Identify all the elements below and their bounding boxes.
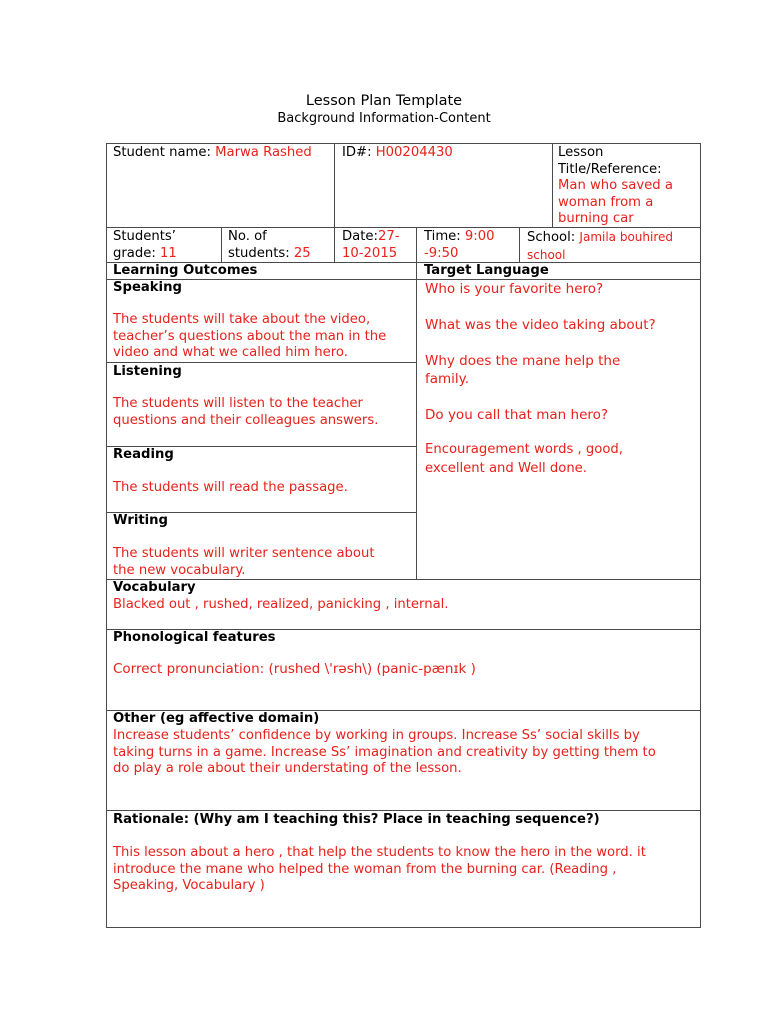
tl-encouragement-line-1: Encouragement words , good,	[425, 442, 623, 457]
reading-heading: Reading	[113, 447, 174, 462]
writing-heading: Writing	[113, 513, 168, 528]
speaking-heading: Speaking	[113, 280, 182, 295]
num-label-2: students:	[228, 245, 294, 261]
page-title: Lesson Plan Template	[305, 93, 463, 109]
tl-question-1: Who is your favorite hero?	[425, 281, 604, 297]
date-value-1: 27-	[377, 229, 400, 244]
phonological-text: Correct pronunciation: (rushed \'rəsh\) (panic-pænɪk )	[113, 661, 476, 677]
lesson-title	[558, 145, 673, 228]
vocabulary-heading: Vocabulary	[113, 580, 196, 595]
lesson-title-value-3: burning car	[558, 211, 634, 226]
id-value: H00204430	[375, 145, 453, 160]
rationale-heading: Rationale: (Why am I teaching this? Place in teaching sequence?)	[113, 812, 600, 827]
student-name-label: Student name:	[113, 145, 216, 160]
writing-line-2: the new vocabulary.	[113, 562, 246, 578]
tl-encouragement	[425, 440, 623, 478]
speaking-line-1: The students will take about the video,	[113, 312, 371, 327]
listening-line-1: The students will listen to the teacher	[113, 396, 363, 411]
time-value-2: -9:50	[424, 245, 459, 261]
other-line-3: do play a role about their understating of the lesson.	[113, 761, 462, 776]
reading-text: The students will read the passage.	[113, 480, 348, 495]
lesson-time	[424, 229, 495, 262]
lesson-date	[342, 229, 400, 262]
num-label-1: No. of	[228, 229, 267, 244]
listening-text	[113, 396, 378, 429]
id-label: ID#:	[342, 145, 376, 160]
writing-line-1: The students will writer sentence about	[113, 546, 375, 561]
num-value: 25	[293, 245, 311, 261]
date-value-2: 10-2015	[342, 245, 398, 261]
other-line-2: taking turns in a game. Increase Ss’ imagination and creativity by getting them to	[113, 744, 656, 760]
writing-text	[113, 546, 375, 579]
time-label: Time:	[424, 229, 465, 244]
listening-heading: Listening	[113, 364, 182, 379]
school-value-1: Jamila bouhired	[579, 230, 674, 244]
grade-label-2: grade:	[113, 245, 160, 261]
rationale-line-1: This lesson about a hero , that help the students to know the hero in the word. it	[113, 845, 646, 860]
tl-question-3-line-1: Why does the mane help the	[425, 353, 621, 369]
lesson-title-label-2: Title/Reference:	[558, 161, 662, 177]
school-value-2: school	[527, 247, 566, 262]
number-of-students	[228, 229, 311, 262]
listening-line-2: questions and their colleagues answers.	[113, 412, 379, 428]
student-id	[342, 145, 453, 162]
tl-question-3	[425, 352, 620, 388]
student-name-value: Marwa Rashed	[215, 145, 312, 160]
rationale-text	[113, 845, 646, 895]
grade-label-1: Students’	[113, 229, 176, 244]
rationale-line-3: Speaking, Vocabulary )	[113, 878, 265, 893]
speaking-line-3: video and what we called him hero.	[113, 345, 348, 360]
date-label: Date:	[342, 229, 378, 244]
other-heading: Other (eg affective domain)	[113, 711, 320, 726]
vocabulary-text: Blacked out , rushed, realized, panicking , internal.	[113, 597, 449, 612]
tl-question-2: What was the video taking about?	[425, 317, 656, 333]
tl-encouragement-line-2: excellent and Well done.	[425, 461, 587, 476]
student-name	[113, 145, 312, 162]
tl-question-3-line-2: family.	[425, 371, 470, 387]
phonological-heading: Phonological features	[113, 630, 276, 645]
lesson-title-value-2: woman from a	[558, 194, 654, 210]
time-value-1: 9:00	[464, 229, 495, 244]
school	[527, 229, 673, 263]
target-language-heading: Target Language	[424, 263, 549, 278]
speaking-text	[113, 312, 386, 362]
lesson-title-label-1: Lesson	[558, 145, 604, 160]
tl-question-4: Do you call that man hero?	[425, 407, 609, 423]
page-subtitle: Background Information-Content	[277, 111, 491, 126]
school-label: School:	[527, 230, 580, 245]
other-text	[113, 728, 656, 778]
learning-outcomes-heading: Learning Outcomes	[113, 263, 258, 278]
other-line-1: Increase students’ confidence by working in groups. Increase Ss’ social skills by	[113, 728, 640, 743]
students-grade	[113, 229, 177, 262]
grade-value: 11	[160, 245, 177, 261]
speaking-line-2: teacher’s questions about the man in the	[113, 328, 387, 344]
lesson-title-value-1: Man who saved a	[558, 178, 673, 193]
rationale-line-2: introduce the mane who helped the woman from the burning car. (Reading ,	[113, 861, 617, 877]
